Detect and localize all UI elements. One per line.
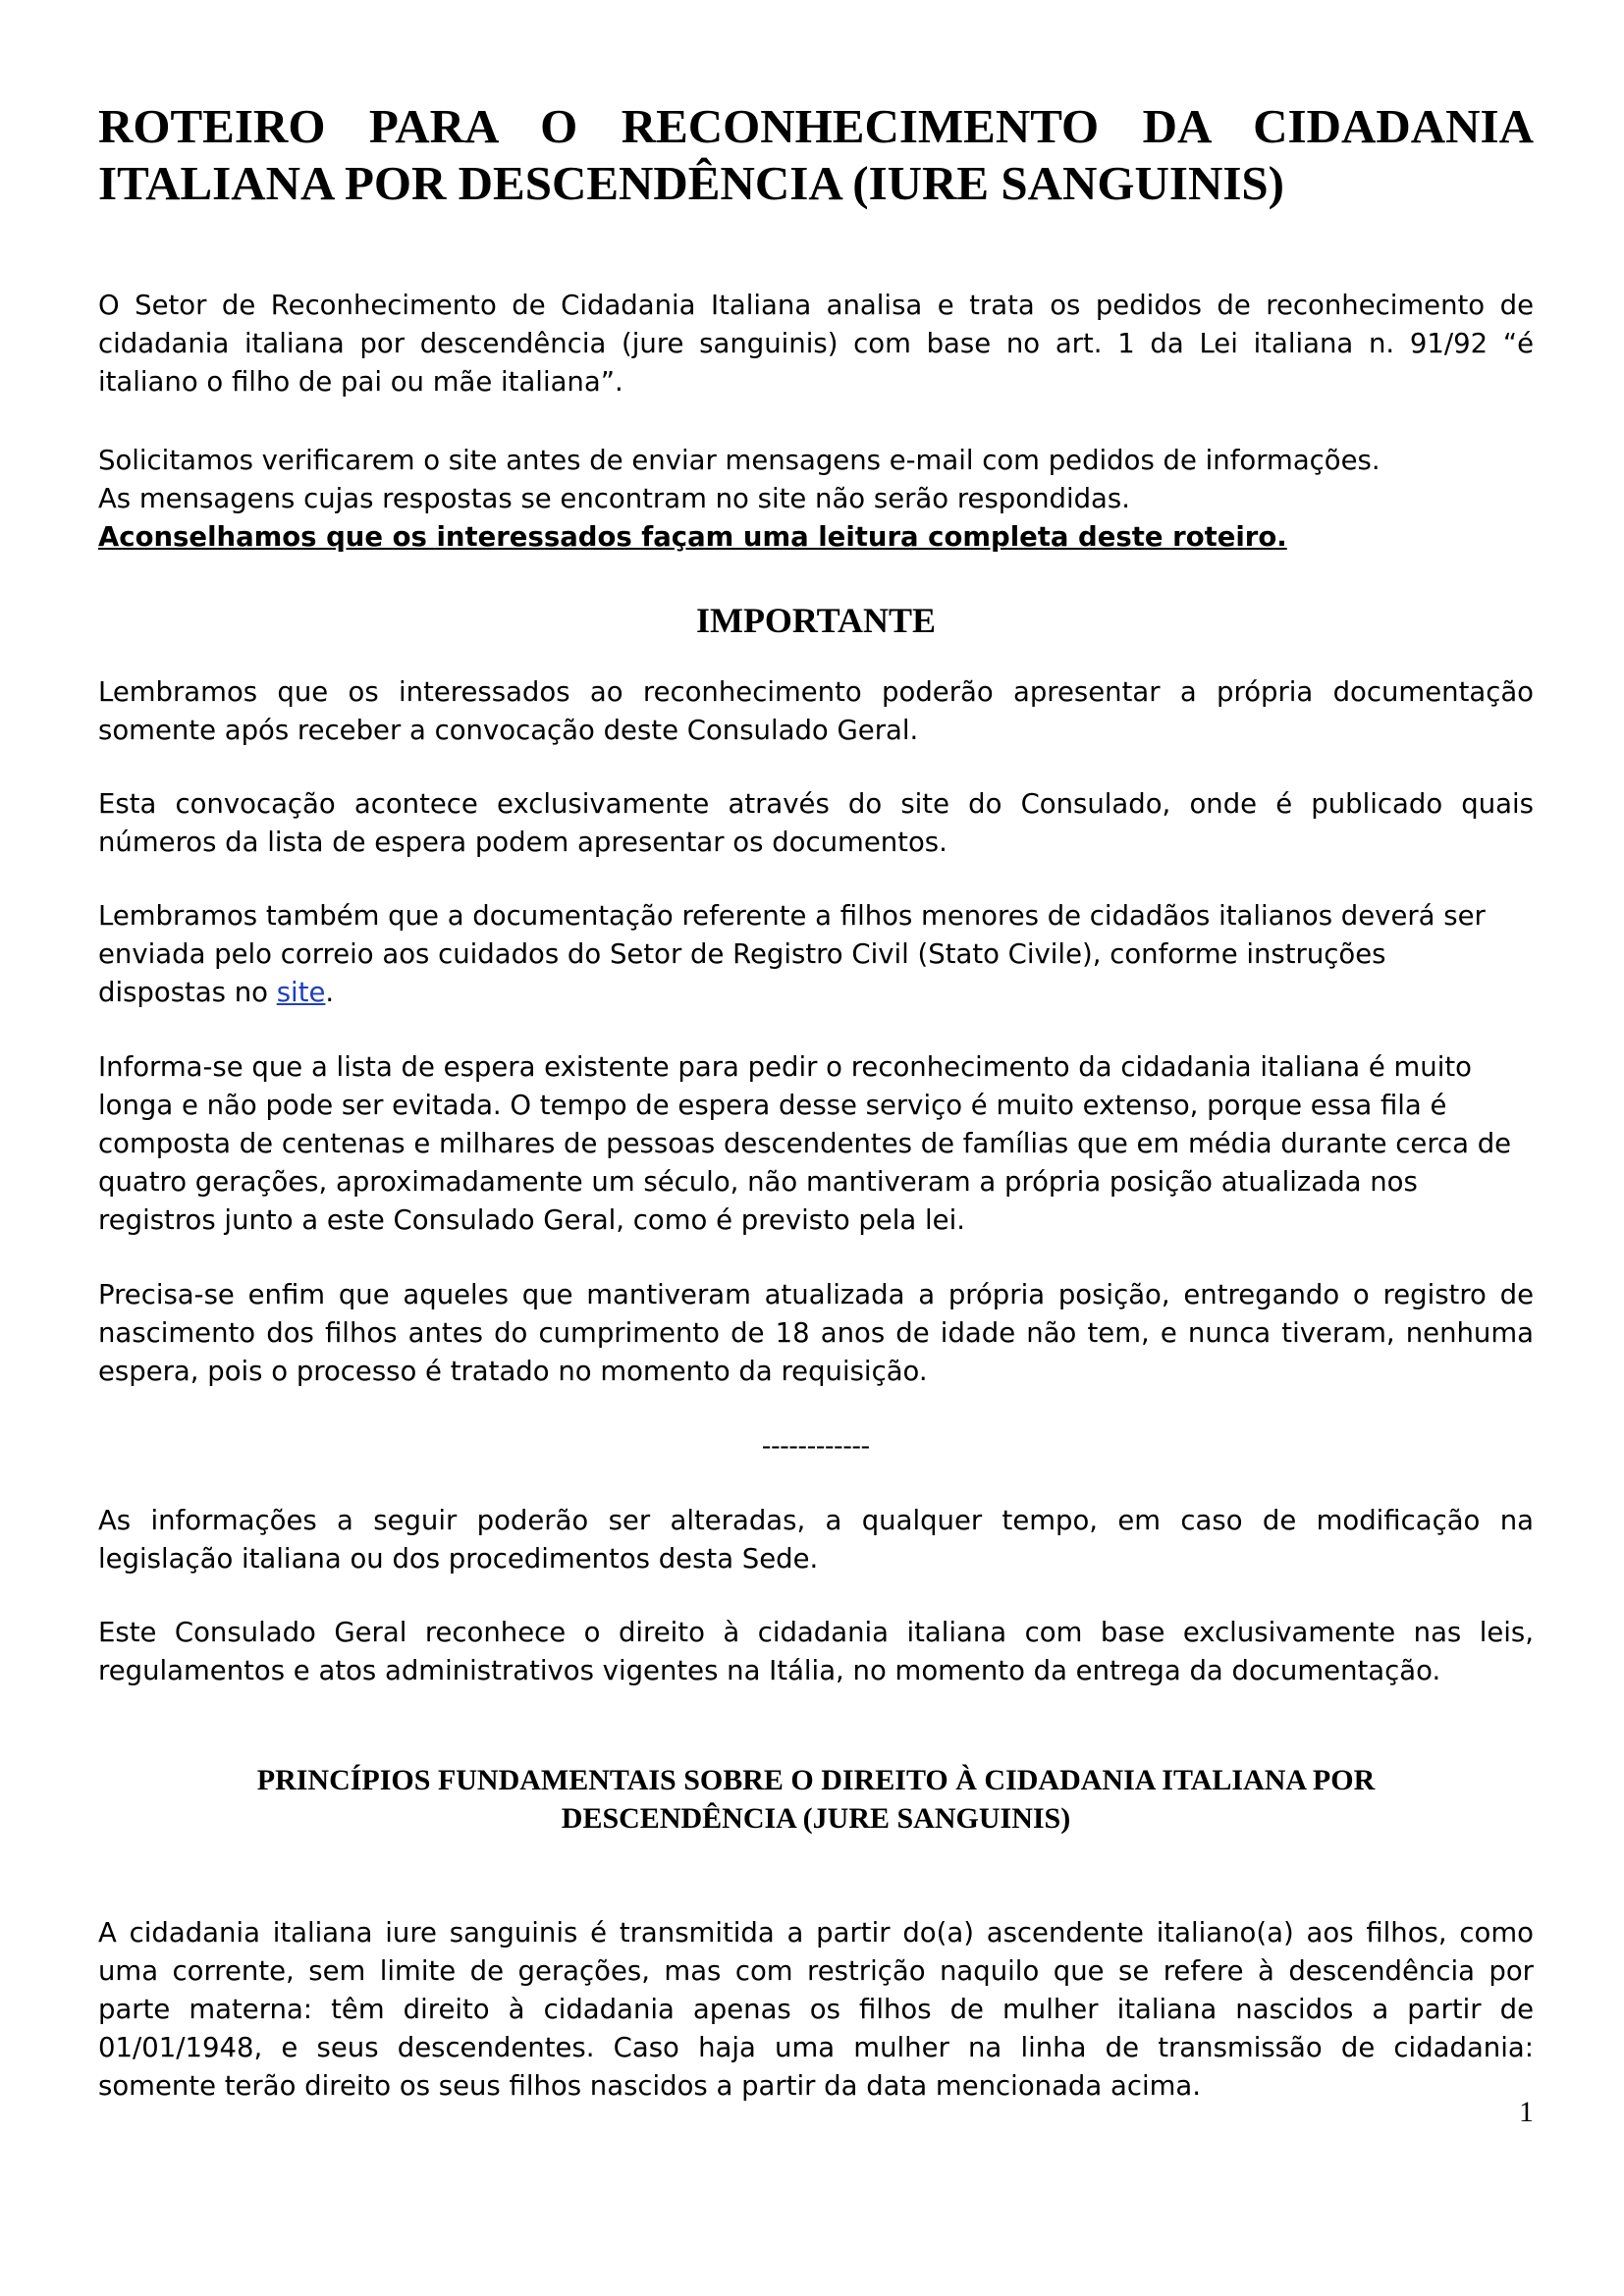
paragraph-2-line-1: Esta convocação acontece exclusivamente através do site do Consulado, onde é publicado quais xyxy=(98,788,1534,820)
title-line-2: ITALIANA POR DESCENDÊNCIA (IURE SANGUINIS) xyxy=(98,156,1284,210)
document-title xyxy=(98,98,1534,212)
principles-line-3: parte materna: têm direito à cidadania apenas os filhos de mulher italiana nascidos a partir de xyxy=(98,1994,1534,2025)
important-heading: IMPORTANTE xyxy=(695,601,937,640)
paragraph-5-line-1: Precisa-se enfim que aqueles que mantiveram atualizada a própria posição, entregando o registro de xyxy=(98,1279,1534,1310)
principles-line-4: 01/01/1948, e seus descendentes. Caso haja uma mulher na linha de transmissão de cidadania: xyxy=(98,2032,1534,2063)
paragraph-7-line-2: regulamentos e atos administrativos vigentes na Itália, no momento da entrega da documentação. xyxy=(98,1655,1441,1686)
paragraph-6-line-1: As informações a seguir poderão ser alteradas, a qualquer tempo, em caso de modificação na xyxy=(98,1505,1534,1536)
paragraph-3-line-2: enviada pelo correio aos cuidados do Setor de Registro Civil (Stato Civile), conforme instruções xyxy=(98,938,1386,970)
paragraph-3 xyxy=(98,897,1534,1012)
paragraph-1-line-1: Lembramos que os interessados ao reconhecimento poderão apresentar a própria documentação xyxy=(98,676,1534,708)
paragraph-6 xyxy=(98,1502,1534,1578)
paragraph-7 xyxy=(98,1614,1534,1690)
principles-line-2: uma corrente, sem limite de gerações, mas com restrição naquilo que se refere à descendência por xyxy=(98,1955,1534,1987)
title-line-1: ROTEIRO PARA O RECONHECIMENTO DA CIDADANIA xyxy=(98,99,1534,153)
intro-line-3: italiano o filho de pai ou mãe italiana”. xyxy=(98,366,623,398)
paragraph-6-line-2: legislação italiana ou dos procedimentos desta Sede. xyxy=(98,1543,819,1575)
paragraph-5 xyxy=(98,1276,1534,1391)
principles-heading xyxy=(98,1761,1534,1838)
paragraph-1 xyxy=(98,673,1534,750)
site-link[interactable]: site xyxy=(276,977,326,1008)
principles-heading-line-1: PRINCÍPIOS FUNDAMENTAIS SOBRE O DIREITO À CIDADANIA ITALIANA POR xyxy=(256,1764,1376,1796)
intro-line-1: O Setor de Reconhecimento de Cidadania Italiana analisa e trata os pedidos de reconhecimento de xyxy=(98,290,1534,321)
paragraph-5-line-2: nascimento dos filhos antes do cumprimento de 18 anos de idade não tem, e nunca tiveram, nenhuma xyxy=(98,1317,1534,1349)
principles-line-5: somente terão direito os seus filhos nascidos a partir da data mencionada acima. xyxy=(98,2070,1201,2102)
notice-line-3: Aconselhamos que os interessados façam uma leitura completa deste roteiro. xyxy=(98,521,1287,553)
notice-paragraph xyxy=(98,442,1534,557)
separator: ------------ xyxy=(762,1429,870,1460)
paragraph-3-line-3 xyxy=(98,974,1534,1012)
paragraph-1-line-2: somente após receber a convocação deste Consulado Geral. xyxy=(98,715,919,746)
paragraph-4 xyxy=(98,1048,1534,1240)
paragraph-5-line-3: espera, pois o processo é tratado no momento da requisição. xyxy=(98,1356,928,1387)
paragraph-4-line-5: registros junto a este Consulado Geral, como é previsto pela lei. xyxy=(98,1204,965,1236)
notice-line-2: As mensagens cujas respostas se encontram no site não serão respondidas. xyxy=(98,483,1130,514)
intro-line-2: cidadania italiana por descendência (jure sanguinis) com base no art. 1 da Lei italiana n. 91/92 “é xyxy=(98,328,1534,359)
paragraph-4-line-2: longa e não pode ser evitada. O tempo de espera desse serviço é muito extenso, porque essa fila é xyxy=(98,1090,1447,1121)
principles-line-1: A cidadania italiana iure sanguinis é transmitida a partir do(a) ascendente italiano(a) aos filhos, como xyxy=(98,1917,1534,1949)
paragraph-2-line-2: números da lista de espera podem apresentar os documentos. xyxy=(98,827,947,858)
paragraph-3-line-3-post: . xyxy=(325,977,335,1008)
paragraph-3-line-1: Lembramos também que a documentação referente a filhos menores de cidadãos italianos deverá ser xyxy=(98,900,1486,932)
paragraph-4-line-3: composta de centenas e milhares de pessoas descendentes de famílias que em média durante cerca de xyxy=(98,1128,1512,1159)
page-number: 1 xyxy=(1519,2096,1534,2128)
paragraph-2 xyxy=(98,785,1534,862)
notice-line-1: Solicitamos verificarem o site antes de enviar mensagens e-mail com pedidos de informações. xyxy=(98,445,1380,476)
paragraph-7-line-1: Este Consulado Geral reconhece o direito à cidadania italiana com base exclusivamente nas leis, xyxy=(98,1617,1534,1648)
paragraph-4-line-4: quatro gerações, aproximadamente um século, não mantiveram a própria posição atualizada nos xyxy=(98,1166,1418,1198)
principles-heading-line-2: DESCENDÊNCIA (JURE SANGUINIS) xyxy=(561,1802,1071,1835)
principles-paragraph xyxy=(98,1914,1534,2106)
intro-paragraph xyxy=(98,287,1534,401)
paragraph-4-line-1: Informa-se que a lista de espera existente para pedir o reconhecimento da cidadania italiana é muito xyxy=(98,1051,1472,1083)
paragraph-3-line-3-pre: dispostas no xyxy=(98,977,277,1008)
